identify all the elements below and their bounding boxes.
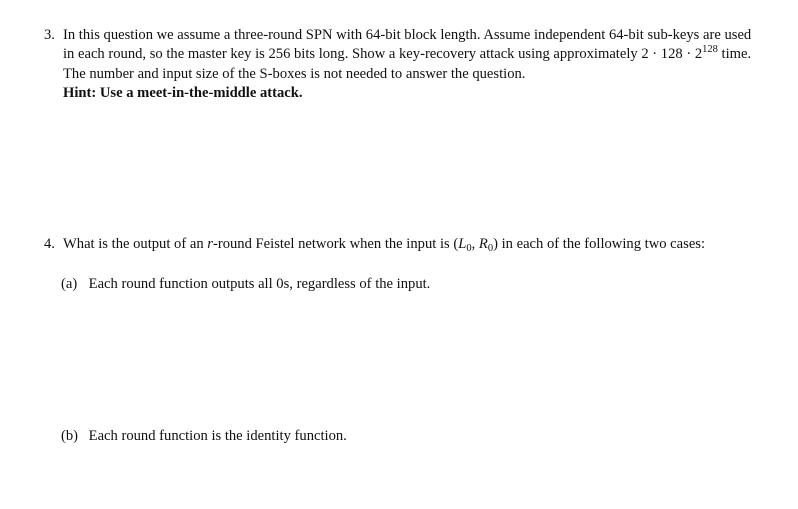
part-b-label: (b)	[61, 428, 79, 444]
question-4-text-after: in each of the following two cases:	[497, 236, 706, 252]
question-4-text-before: What is the output of an	[63, 236, 208, 252]
question-3-body	[63, 26, 766, 103]
question-3-hint: Hint: Use a meet-in-the-middle attack.	[63, 85, 303, 101]
question-3-text-after: time. The number and input size of the S-boxes is not needed to answer the question.	[63, 46, 752, 82]
part-b-text: Each round function is the identity function.	[88, 428, 347, 444]
question-4-body	[63, 235, 766, 255]
variable-r: r	[207, 236, 213, 252]
variable-L: L	[458, 236, 467, 252]
input-open-paren: (	[453, 236, 459, 252]
part-a-label: (a)	[61, 276, 78, 292]
question-4	[44, 235, 766, 255]
question-3-text-before: In this question we assume a three-round SPN with 64-bit block length. Assume independent 64-bit sub-keys are used in each round, so the master key is 256 bits long. Show a key-recovery attack using approximately 2 · 128 · 2	[63, 27, 752, 62]
question-4-number: 4.	[44, 236, 55, 252]
question-4-text-mid: -round Feistel network when the input is	[212, 236, 454, 252]
variable-R: R	[478, 236, 488, 252]
question-4-part-a	[61, 275, 761, 294]
question-3-exponent: 128	[702, 44, 718, 55]
subscript-L0: 0	[466, 243, 472, 254]
input-comma: ,	[471, 236, 479, 252]
question-3-number: 3.	[44, 27, 55, 43]
subscript-R0: 0	[487, 243, 494, 254]
input-close-paren: )	[493, 236, 498, 252]
question-4-part-b	[61, 427, 761, 446]
question-3	[44, 26, 766, 103]
part-a-text: Each round function outputs all 0s, regardless of the input.	[88, 276, 431, 292]
